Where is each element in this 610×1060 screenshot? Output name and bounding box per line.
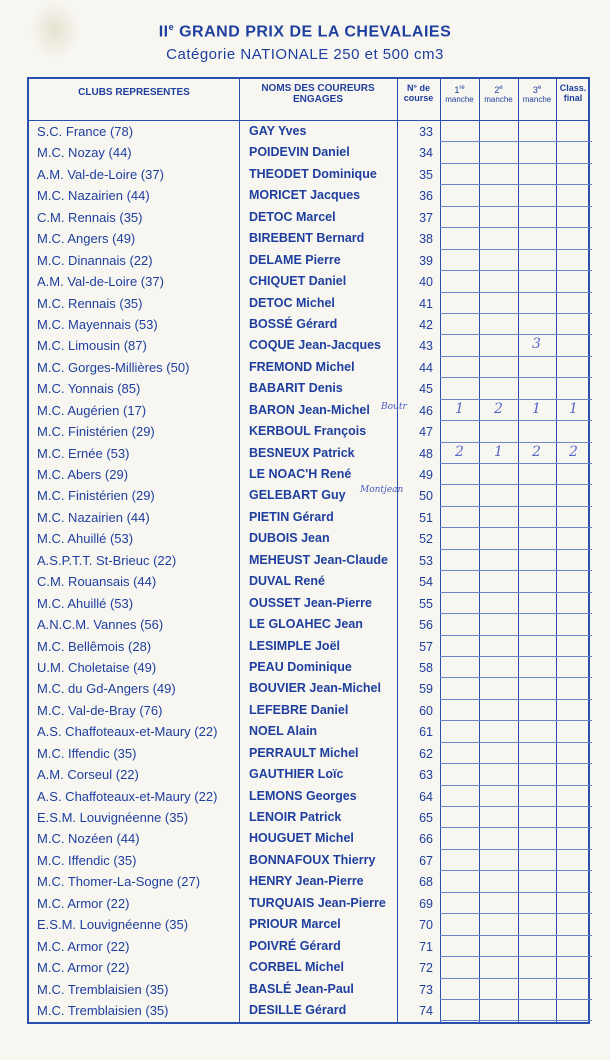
table-row xyxy=(29,121,592,142)
rider-name: DETOC Marcel xyxy=(249,209,336,224)
race-number: 63 xyxy=(419,768,433,783)
table-row xyxy=(29,893,592,914)
club-name: M.C. Finistérien (29) xyxy=(37,488,155,504)
heat2-num: 2 xyxy=(494,85,500,95)
club-name: M.C. Ahuillé (53) xyxy=(37,595,134,611)
table-row xyxy=(29,464,592,485)
table-row xyxy=(29,936,592,957)
club-name: U.M. Choletaise (49) xyxy=(37,659,157,675)
heat3-sup: e xyxy=(537,85,542,91)
race-number: 37 xyxy=(419,210,433,225)
club-name: M.C. Ahuillé (53) xyxy=(37,531,134,547)
table-row xyxy=(29,871,592,892)
race-number: 73 xyxy=(419,982,433,997)
club-name: M.C. Rennais (35) xyxy=(37,295,143,311)
table-row xyxy=(29,764,592,785)
rider-name: FREMOND Michel xyxy=(249,359,355,374)
rider-name: CORBEL Michel xyxy=(249,960,344,975)
race-number: 66 xyxy=(419,832,433,847)
rider-name: GAY Yves xyxy=(249,124,307,138)
rider-name: BOSSÉ Gérard xyxy=(249,316,338,331)
rider-name: GELEBART Guy xyxy=(249,488,346,503)
race-number: 58 xyxy=(419,660,433,675)
race-number: 68 xyxy=(419,875,433,890)
rider-name: LE NOAC'H René xyxy=(249,467,352,481)
rider-name: LEFEBRE Daniel xyxy=(249,702,349,717)
table-row xyxy=(29,507,592,528)
table-row xyxy=(29,271,592,292)
table-row xyxy=(29,828,592,849)
heat3-label: manche xyxy=(522,95,552,104)
club-name: M.C. Ernée (53) xyxy=(37,445,130,461)
rider-name: LE GLOAHEC Jean xyxy=(249,617,363,632)
race-number: 65 xyxy=(419,811,433,825)
title-ordinal: II xyxy=(158,23,169,41)
table-row xyxy=(29,550,592,571)
table-row xyxy=(29,700,592,721)
heat2-sup: e xyxy=(499,85,503,91)
race-number: 62 xyxy=(419,746,433,761)
club-name: M.C. Iffendic (35) xyxy=(37,852,137,868)
club-name: M.C. Augérien (17) xyxy=(37,402,147,418)
race-number: 67 xyxy=(419,853,433,868)
club-name: M.C. Nozéen (44) xyxy=(37,831,140,847)
table-row xyxy=(29,293,592,314)
race-number: 59 xyxy=(419,682,433,697)
club-name: S.C. France (78) xyxy=(37,124,134,139)
race-number: 43 xyxy=(419,339,433,354)
race-number: 53 xyxy=(419,553,433,568)
club-name: M.C. Gorges-Millières (50) xyxy=(37,359,190,375)
race-number: 49 xyxy=(419,468,433,482)
race-number: 46 xyxy=(419,403,433,418)
table-row xyxy=(29,678,592,699)
race-number: 35 xyxy=(419,167,433,182)
rider-name: DESILLE Gérard xyxy=(249,1002,347,1017)
club-name: M.C. Dinannais (22) xyxy=(37,252,153,268)
rider-name: DUVAL René xyxy=(249,574,325,589)
rider-name: TURQUAIS Jean-Pierre xyxy=(249,895,386,910)
club-name: M.C. Tremblaisien (35) xyxy=(37,981,169,997)
table-row xyxy=(29,1000,592,1021)
rider-name: POIDEVIN Daniel xyxy=(249,145,350,160)
race-number: 57 xyxy=(419,639,433,654)
heat1-sup: re xyxy=(459,85,465,91)
table-row xyxy=(29,443,592,464)
race-number: 38 xyxy=(419,232,433,247)
club-name: M.C. Armor (22) xyxy=(37,895,130,911)
header-final-classification xyxy=(556,79,590,120)
race-number: 45 xyxy=(419,382,433,397)
handwritten-note: Montjean xyxy=(360,485,404,496)
heat-1-result: 1 xyxy=(455,400,464,417)
race-number: 39 xyxy=(419,253,433,268)
heat3-num: 3 xyxy=(532,85,538,95)
table-row xyxy=(29,721,592,742)
club-name: M.C. Nazairien (44) xyxy=(37,509,150,525)
race-number: 71 xyxy=(419,939,433,954)
club-name: M.C. Angers (49) xyxy=(37,231,136,247)
header-class-line1: Class. xyxy=(559,83,587,93)
race-number: 70 xyxy=(419,918,433,933)
club-name: M.C. du Gd-Angers (49) xyxy=(37,681,176,697)
club-name: M.C. Finistérien (29) xyxy=(37,424,155,440)
club-name: M.C. Val-de-Bray (76) xyxy=(37,702,163,718)
rider-name: DELAME Pierre xyxy=(249,252,341,267)
header-clubs: CLUBS REPRESENTES xyxy=(78,87,190,98)
race-number: 60 xyxy=(419,703,433,718)
table-row xyxy=(29,378,592,399)
entry-table xyxy=(27,77,590,1024)
heat2-label: manche xyxy=(484,95,513,104)
club-name: C.M. Rennais (35) xyxy=(37,209,143,225)
club-name: A.S. Chaffoteaux-et-Maury (22) xyxy=(37,788,218,804)
rider-name: LESIMPLE Joël xyxy=(249,638,340,653)
table-row xyxy=(29,786,592,807)
rider-name: BOUVIER Jean-Michel xyxy=(249,681,381,696)
club-name: M.C. Tremblaisien (35) xyxy=(37,1002,169,1018)
race-number: 51 xyxy=(419,510,433,525)
race-number: 55 xyxy=(419,596,433,611)
race-number: 69 xyxy=(419,896,433,911)
race-number: 41 xyxy=(419,296,433,311)
header-heat-1 xyxy=(440,79,479,120)
rider-name: HENRY Jean-Pierre xyxy=(249,874,364,889)
rider-name: POIVRÉ Gérard xyxy=(249,938,341,953)
rider-name: PEAU Dominique xyxy=(249,659,352,674)
rider-name: CHIQUET Daniel xyxy=(249,274,347,289)
heat-2-result: 1 xyxy=(494,443,503,460)
rider-name: LENOIR Patrick xyxy=(249,810,342,824)
heat-2-result: 2 xyxy=(494,400,503,417)
club-name: M.C. Yonnais (85) xyxy=(37,381,141,397)
table-row xyxy=(29,979,592,1000)
race-number: 56 xyxy=(419,618,433,633)
table-row xyxy=(29,850,592,871)
club-name: M.C. Nozay (44) xyxy=(37,145,132,161)
club-name: M.C. Thomer-La-Sogne (27) xyxy=(37,874,201,890)
header-race-number xyxy=(397,79,440,120)
club-name: M.C. Armor (22) xyxy=(37,960,130,976)
header-num-line1: N° de xyxy=(406,83,431,93)
table-row xyxy=(29,485,592,506)
table-row xyxy=(29,164,592,185)
club-name: M.C. Limousin (87) xyxy=(37,338,147,354)
table-body xyxy=(29,121,592,1021)
race-number: 72 xyxy=(419,961,433,976)
race-number: 54 xyxy=(419,575,433,590)
rider-name: BONNAFOUX Thierry xyxy=(249,852,376,867)
rider-name: BIREBENT Bernard xyxy=(249,231,365,246)
rider-name: MEHEUST Jean-Claude xyxy=(249,552,388,567)
race-number: 33 xyxy=(419,125,433,139)
rider-name: OUSSET Jean-Pierre xyxy=(249,595,372,610)
header-num-line2: course xyxy=(403,93,434,103)
club-name: E.S.M. Louvignéenne (35) xyxy=(37,810,189,825)
race-number: 64 xyxy=(419,789,433,804)
race-number: 47 xyxy=(419,425,433,440)
header-class-line2: final xyxy=(563,93,583,103)
table-row xyxy=(29,571,592,592)
club-name: M.C. Nazairien (44) xyxy=(37,188,150,204)
race-number: 36 xyxy=(419,189,433,204)
club-name: A.M. Corseul (22) xyxy=(37,767,139,783)
table-row xyxy=(29,636,592,657)
table-row xyxy=(29,185,592,206)
table-row xyxy=(29,207,592,228)
table-row xyxy=(29,250,592,271)
heat-3-result: 2 xyxy=(532,443,541,460)
rider-name: COQUE Jean-Jacques xyxy=(249,338,381,353)
club-name: M.C. Abers (29) xyxy=(37,467,129,482)
rider-name: LEMONS Georges xyxy=(249,788,357,803)
table-row xyxy=(29,314,592,335)
page-title xyxy=(0,22,610,41)
rider-name: DETOC Michel xyxy=(249,295,335,310)
club-name: A.N.C.M. Vannes (56) xyxy=(37,617,164,633)
rider-name: THEODET Dominique xyxy=(249,166,377,181)
rider-name: BARON Jean-Michel xyxy=(249,402,370,417)
final-result: 2 xyxy=(569,443,578,460)
header-riders: NOMS DES COUREURS ENGAGES xyxy=(261,83,375,105)
rider-name: BESNEUX Patrick xyxy=(249,445,355,460)
title-main: GRAND PRIX DE LA CHEVALAIES xyxy=(179,23,452,41)
heat-1-result: 2 xyxy=(455,443,464,460)
title-ordinal-sup: e xyxy=(168,22,175,32)
table-row xyxy=(29,142,592,163)
row-divider xyxy=(440,1020,592,1021)
rider-name: MORICET Jacques xyxy=(249,188,361,203)
final-result: 1 xyxy=(569,400,578,417)
rider-name: NOEL Alain xyxy=(249,724,318,739)
race-number: 40 xyxy=(419,275,433,290)
race-number: 44 xyxy=(419,360,433,375)
handwritten-note: Boutr xyxy=(381,401,407,412)
heat1-label: manche xyxy=(445,95,474,104)
race-number: 50 xyxy=(419,489,433,504)
club-name: A.S.P.T.T. St-Brieuc (22) xyxy=(37,552,177,568)
table-row xyxy=(29,743,592,764)
table-row xyxy=(29,807,592,828)
race-number: 52 xyxy=(419,532,433,547)
page-subtitle: Catégorie NATIONALE 250 et 500 cm3 xyxy=(166,46,444,63)
table-row xyxy=(29,421,592,442)
race-number: 74 xyxy=(419,1003,433,1018)
table-row xyxy=(29,957,592,978)
club-name: C.M. Rouansais (44) xyxy=(37,574,157,590)
club-name: A.M. Val-de-Loire (37) xyxy=(37,274,164,290)
rider-name: GAUTHIER Loïc xyxy=(249,767,344,782)
rider-name: BABARIT Denis xyxy=(249,381,343,396)
table-row xyxy=(29,400,592,421)
table-row xyxy=(29,357,592,378)
table-row xyxy=(29,914,592,935)
race-number: 61 xyxy=(419,725,433,740)
club-name: M.C. Armor (22) xyxy=(37,938,130,954)
race-number: 42 xyxy=(419,317,433,332)
table-row xyxy=(29,593,592,614)
rider-name: PERRAULT Michel xyxy=(249,745,359,760)
rider-name: HOUGUET Michel xyxy=(249,831,354,846)
table-row xyxy=(29,228,592,249)
table-row xyxy=(29,614,592,635)
club-name: M.C. Bellêmois (28) xyxy=(37,638,152,654)
club-name: A.S. Chaffoteaux-et-Maury (22) xyxy=(37,724,218,740)
table-row xyxy=(29,528,592,549)
rider-name: PRIOUR Marcel xyxy=(249,917,341,932)
heat-3-result: 3 xyxy=(532,336,541,353)
rider-name: PIETIN Gérard xyxy=(249,509,334,524)
header-heat-2 xyxy=(479,79,518,120)
club-name: M.C. Iffendic (35) xyxy=(37,745,137,761)
race-number: 34 xyxy=(419,146,433,161)
header-heat-3 xyxy=(518,79,556,120)
rider-name: KERBOUL François xyxy=(249,424,367,439)
club-name: A.M. Val-de-Loire (37) xyxy=(37,166,164,182)
heat-3-result: 1 xyxy=(532,400,541,417)
club-name: M.C. Mayennais (53) xyxy=(37,316,158,332)
race-number: 48 xyxy=(419,446,433,461)
club-name: E.S.M. Louvignéenne (35) xyxy=(37,917,189,933)
heat1-num: 1 xyxy=(454,85,460,95)
table-row xyxy=(29,335,592,356)
rider-name: BASLÉ Jean-Paul xyxy=(249,981,354,996)
table-row xyxy=(29,657,592,678)
rider-name: DUBOIS Jean xyxy=(249,531,330,546)
